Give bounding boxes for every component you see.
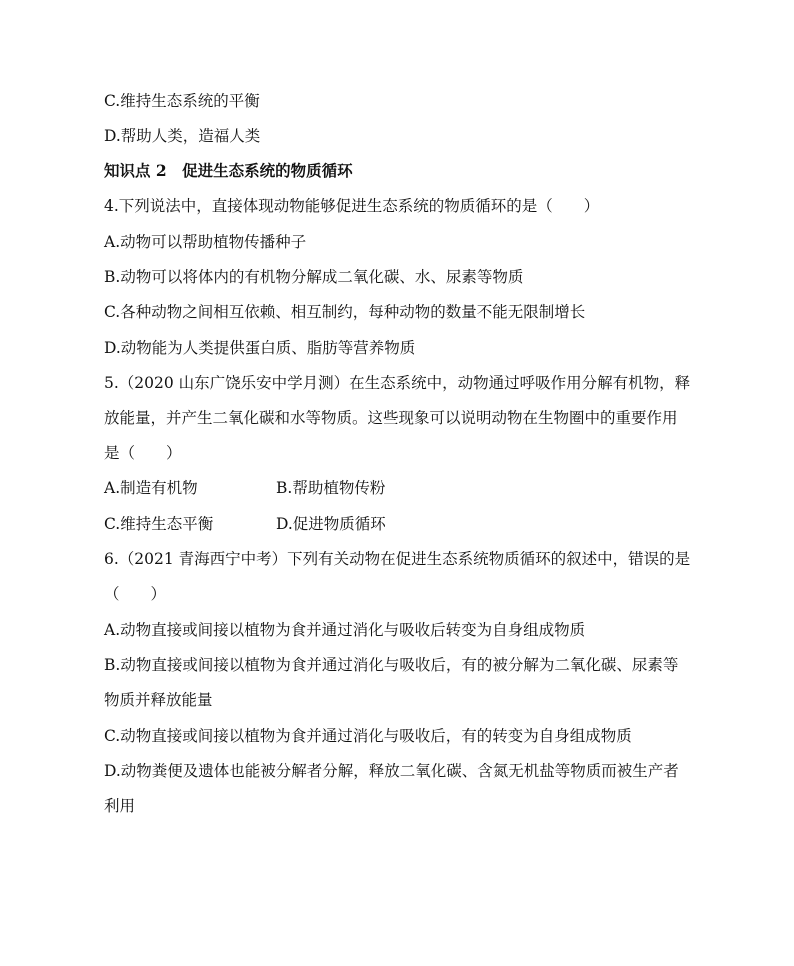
section-heading: 知识点 2 促进生态系统的物质循环 bbox=[104, 161, 353, 180]
question-6-line-2: （ ） bbox=[104, 585, 167, 603]
option-a-q6: A.动物直接或间接以植物为食并通过消化与吸收后转变为自身组成物质 bbox=[104, 621, 586, 639]
question-6-line-1: 6.（2021 青海西宁中考）下列有关动物在促进生态系统物质循环的叙述中，错误的是 bbox=[104, 550, 691, 568]
option-c-q3: C.维持生态系统的平衡 bbox=[104, 92, 260, 110]
option-b-q6-line-2: 物质并释放能量 bbox=[104, 691, 213, 709]
option-d-q5: D.促进物质循环 bbox=[276, 515, 386, 533]
option-b-q5: B.帮助植物传粉 bbox=[276, 479, 386, 497]
option-d-q4: D.动物能为人类提供蛋白质、脂肪等营养物质 bbox=[104, 339, 416, 357]
option-c-q5: C.维持生态平衡 bbox=[104, 515, 214, 533]
option-c-q6: C.动物直接或间接以植物为食并通过消化与吸收后，有的转变为自身组成物质 bbox=[104, 727, 632, 745]
question-4: 4.下列说法中，直接体现动物能够促进生态系统的物质循环的是（ ） bbox=[104, 197, 600, 215]
option-b-q6-line-1: B.动物直接或间接以植物为食并通过消化与吸收后，有的被分解为二氧化碳、尿素等 bbox=[104, 656, 679, 674]
question-5-line-1: 5.（2020 山东广饶乐安中学月测）在生态系统中，动物通过呼吸作用分解有机物，释 bbox=[104, 374, 691, 392]
option-d-q6-line-1: D.动物粪便及遗体也能被分解者分解，释放二氧化碳、含氮无机盐等物质而被生产者 bbox=[104, 762, 679, 780]
option-d-q6-line-2: 利用 bbox=[104, 797, 136, 815]
option-b-q4: B.动物可以将体内的有机物分解成二氧化碳、水、尿素等物质 bbox=[104, 268, 524, 286]
option-d-q3: D.帮助人类，造福人类 bbox=[104, 127, 261, 145]
option-c-q4: C.各种动物之间相互依赖、相互制约，每种动物的数量不能无限制增长 bbox=[104, 303, 586, 321]
question-5-line-2: 放能量，并产生二氧化碳和水等物质。这些现象可以说明动物在生物圈中的重要作用 bbox=[104, 409, 678, 427]
option-a-q5: A.制造有机物 bbox=[104, 479, 198, 497]
option-a-q4: A.动物可以帮助植物传播种子 bbox=[104, 233, 307, 251]
question-5-line-3: 是（ ） bbox=[104, 444, 182, 462]
